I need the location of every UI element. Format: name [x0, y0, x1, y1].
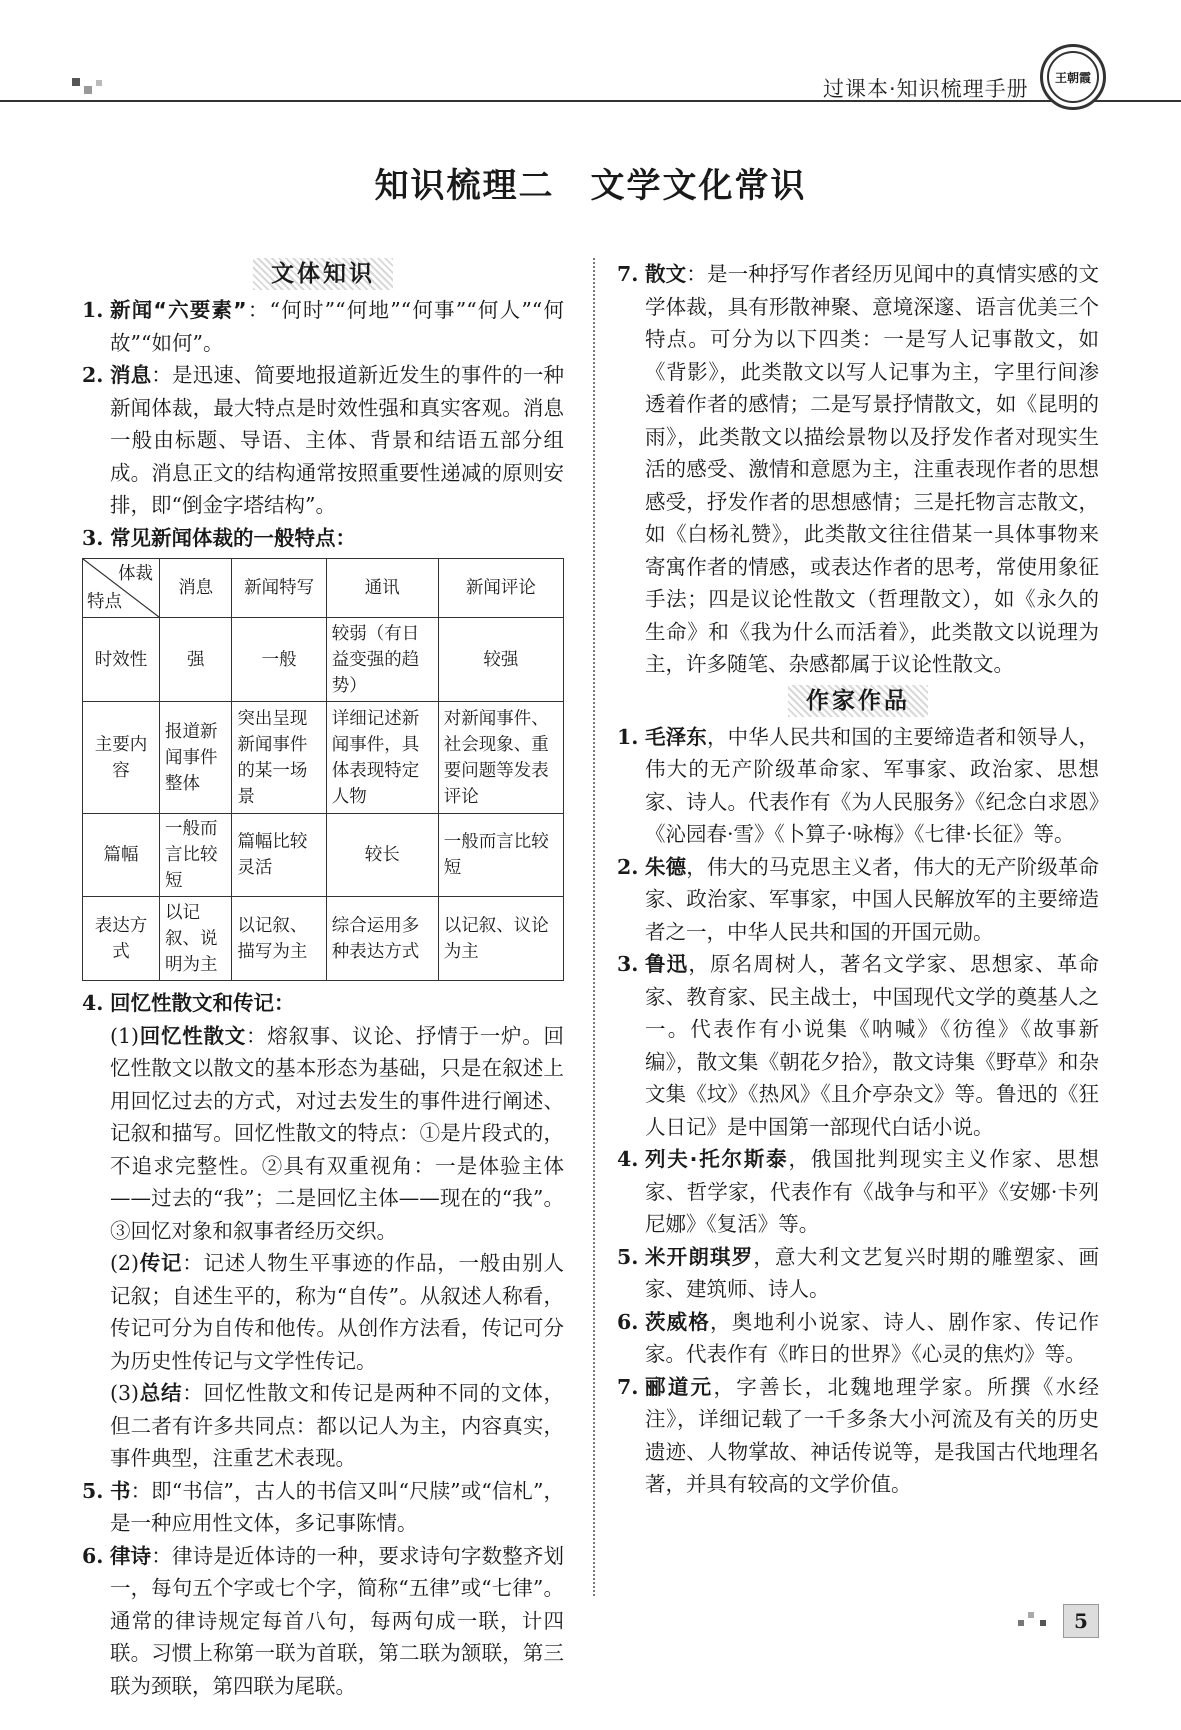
author-item-6: 6. 茨威格，奥地利小说家、诗人、剧作家、传记作家。代表作有《昨日的世界》《心灵的焦灼》等。: [617, 1309, 1100, 1366]
table-row: [83, 618, 564, 702]
page-title: 知识梳理二 文学文化常识: [374, 166, 807, 206]
row-label: 篇幅: [83, 814, 160, 897]
table-cell: 对新闻事件、社会现象、重要问题等发表评论: [438, 702, 563, 814]
genre-item-4: 4. 回忆性散文和传记：: [82, 991, 295, 1015]
header-decoration: [72, 78, 80, 86]
genre-item-4-sub-3: (3)总结：回忆性散文和传记是两种不同的文体，但二者有许多共同点：都以记人为主，内容真实，事件典型，注重艺术表现。: [110, 1381, 565, 1470]
brand-logo: [1040, 44, 1106, 110]
genre-item-7: 7. 散文：是一种抒写作者经历见闻中的真情实感的文学体裁，具有形散神聚、意境深邃、语言优美三个特点。可分为以下四类：一是写人记事散文，如《背影》，此类散文以写人记事为主，字里行间渗透着作者的感情；二是写景抒情散文，如《昆明的雨》，此类散文以描绘景物以及抒发作者对现实生活的感受、激情和意愿为主，注重表现作者的思想感受，抒发作者的思想感情；三是托物言志散文，如《白杨礼赞》，此类散文往往借某一具体事物来寄寓作者的情感，或表达作者的思考，常使用象征手法；四是议论性散文（哲理散文），如《永久的生命》和《我为什么而活着》，此类散文以说理为主，许多随笔、杂感都属于议论性散文。: [617, 262, 1100, 676]
footer-decoration: [1018, 1620, 1024, 1626]
table-header: 新闻评论: [438, 559, 563, 618]
right-column: [617, 258, 1099, 1501]
table-cell: 以记叙、说明为主: [160, 897, 232, 981]
table-row: [83, 814, 564, 897]
author-item-3: 3. 鲁迅，原名周树人，著名文学家、思想家、革命家、教育家、民主战士，中国现代文学的奠基人之一。代表作有小说集《呐喊》《彷徨》《故事新编》，散文集《朝花夕拾》，散文诗集《野草》和杂文集《坟》《热风》《且介亭杂文》等。鲁迅的《狂人日记》是中国第一部现代白话小说。: [617, 952, 1100, 1139]
genre-item-2: 2. 消息：是迅速、简要地报道新近发生的事件的一种新闻体裁，最大特点是时效性强和真实客观。消息一般由标题、导语、主体、背景和结语五部分组成。消息正文的结构通常按照重要性递减的原则安排，即“倒金字塔结构”。: [82, 363, 565, 517]
header-decoration: [84, 86, 92, 94]
table-cell: 较强: [438, 618, 563, 702]
table-header: 新闻特写: [232, 559, 326, 618]
table-header: 通讯: [326, 559, 438, 618]
author-item-7: 7. 郦道元，字善长，北魏地理学家。所撰《水经注》，详细记载了一千多条大小河流及有关的历史遗迹、人物掌故、神话传说等，是我国古代地理名著，并具有较高的文学价值。: [617, 1374, 1100, 1496]
brand-logo-text: 王朝霞: [1047, 51, 1099, 103]
table-header-row: [83, 559, 564, 618]
table-row: [83, 702, 564, 814]
genre-item-3: 3. 常见新闻体裁的一般特点：: [82, 525, 356, 550]
table-cell: 较弱（有日益变强的趋势）: [326, 618, 438, 702]
author-item-1: 1. 毛泽东，中华人民共和国的主要缔造者和领导人，伟大的无产阶级革命家、军事家、政治家、思想家、诗人。代表作有《为人民服务》《纪念白求恩》《沁园春·雪》《卜算子·咏梅》《七律·长征》等。: [617, 724, 1100, 846]
row-label: 时效性: [83, 618, 160, 702]
table-corner-cell: 体裁 特点: [83, 559, 160, 618]
section-heading-genre: 文体知识: [82, 258, 564, 292]
footer-decoration: [1028, 1612, 1034, 1618]
news-genre-table: [82, 558, 564, 981]
table-header: 消息: [160, 559, 232, 618]
table-cell: 以记叙、描写为主: [232, 897, 326, 981]
table-cell: 报道新闻事件整体: [160, 702, 232, 814]
table-cell: 较长: [326, 814, 438, 897]
table-cell: 综合运用多种表达方式: [326, 897, 438, 981]
column-divider: [593, 258, 595, 1596]
genre-item-1: 1. 新闻“六要素”：“何时”“何地”“何事”“何人”“何故”“如何”。: [82, 298, 564, 355]
genre-item-5: 5. 书：即“书信”，古人的书信又叫“尺牍”或“信札”，是一种应用性文体，多记事陈情。: [82, 1478, 565, 1535]
table-cell: 一般而言比较短: [160, 814, 232, 897]
book-title: 过课本·知识梳理手册: [823, 77, 1029, 101]
genre-item-4-sub-1: (1)回忆性散文：熔叙事、议论、抒情于一炉。回忆性散文以散文的基本形态为基础，只是在叙述上用回忆过去的方式，对过去发生的事件进行阐述、记叙和描写。回忆性散文的特点：①是片段式的，不追求完整性。②具有双重视角：一是体验主体——过去的“我”；二是回忆主体——现在的“我”。③回忆对象和叙事者经历交织。: [110, 1023, 565, 1243]
header-decoration: [96, 80, 102, 86]
table-cell: 一般: [232, 618, 326, 702]
footer-decoration: [1040, 1620, 1046, 1626]
table-cell: 一般而言比较短: [438, 814, 563, 897]
author-item-2: 2. 朱德，伟大的马克思主义者，伟大的无产阶级革命家、政治家、军事家，中国人民解放军的主要缔造者之一，中华人民共和国的开国元勋。: [617, 854, 1100, 944]
table-cell: 强: [160, 618, 232, 702]
page-number: 5: [1063, 1604, 1099, 1638]
author-item-5: 5. 米开朗琪罗，意大利文艺复兴时期的雕塑家、画家、建筑师、诗人。: [617, 1244, 1099, 1301]
table-cell: 篇幅比较灵活: [232, 814, 326, 897]
author-item-4: 4. 列夫·托尔斯泰，俄国批判现实主义作家、思想家、哲学家，代表作有《战争与和平》《安娜·卡列尼娜》《复活》等。: [617, 1147, 1099, 1236]
row-label: 表达方式: [83, 897, 160, 981]
genre-item-6: 6. 律诗：律诗是近体诗的一种，要求诗句字数整齐划一，每句五个字或七个字，简称“五律”或“七律”。通常的律诗规定每首八句，每两句成一联，计四联。习惯上称第一联为首联，第二联为颔联，第三联为颈联，第四联为尾联。: [82, 1543, 565, 1698]
genre-item-4-sub-2: (2)传记：记述人物生平事迹的作品，一般由别人记叙；自述生平的，称为“自传”。从叙述人称看，传记可分为自传和他传。从创作方法看，传记可分为历史性传记与文学性传记。: [110, 1251, 565, 1373]
left-column: [82, 258, 564, 1702]
row-label: 主要内容: [83, 702, 160, 814]
table-cell: 突出呈现新闻事件的某一场景: [232, 702, 326, 814]
table-row: [83, 897, 564, 981]
section-heading-authors: 作家作品: [617, 685, 1099, 719]
table-cell: 以记叙、议论为主: [438, 897, 563, 981]
table-cell: 详细记述新闻事件，具体表现特定人物: [326, 702, 438, 814]
